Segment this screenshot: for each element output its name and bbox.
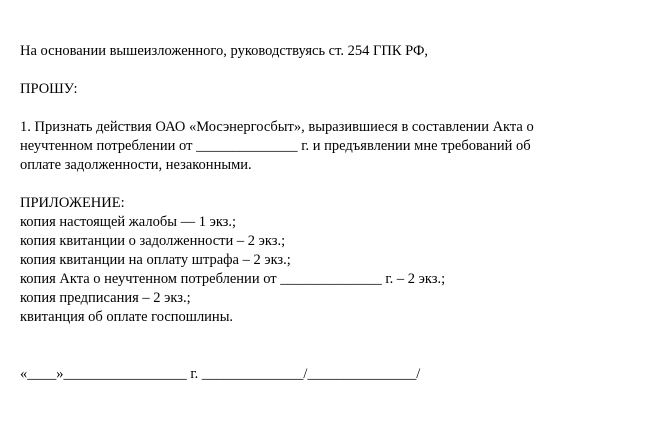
request-line: 1. Признать действия ОАО «Мосэнергосбыт», выразившиеся в составлении Акта о: [20, 119, 534, 135]
signature-line: «____»_________________ г. ______________/_______________/: [20, 366, 421, 382]
attachments-list: [20, 213, 630, 327]
intro-paragraph: На основании вышеизложенного, руководствуясь ст. 254 ГПК РФ,: [20, 43, 429, 59]
document-body: [20, 42, 630, 384]
spacer: [20, 61, 630, 80]
attachment-item: копия Акта о неучтенном потреблении от ______________ г. – 2 экз.;: [20, 271, 446, 287]
attachments-heading: ПРИЛОЖЕНИЕ:: [20, 195, 125, 211]
attachment-item: квитанция об оплате госпошлины.: [20, 309, 234, 325]
attachment-item: копия предписания – 2 экз.;: [20, 290, 191, 306]
attachment-item: копия квитанции на оплату штрафа – 2 экз.;: [20, 252, 291, 268]
request-line: неучтенном потреблении от ______________ г. и предъявлении мне требований об: [20, 138, 531, 154]
request-line: оплате задолженности, незаконными.: [20, 157, 252, 173]
spacer: [20, 99, 630, 118]
request-paragraph: [20, 118, 630, 175]
request-heading: ПРОШУ:: [20, 81, 78, 97]
attachment-item: копия квитанции о задолженности – 2 экз.;: [20, 233, 286, 249]
spacer: [20, 175, 630, 194]
spacer: [20, 327, 630, 365]
attachment-item: копия настоящей жалобы — 1 экз.;: [20, 214, 237, 230]
